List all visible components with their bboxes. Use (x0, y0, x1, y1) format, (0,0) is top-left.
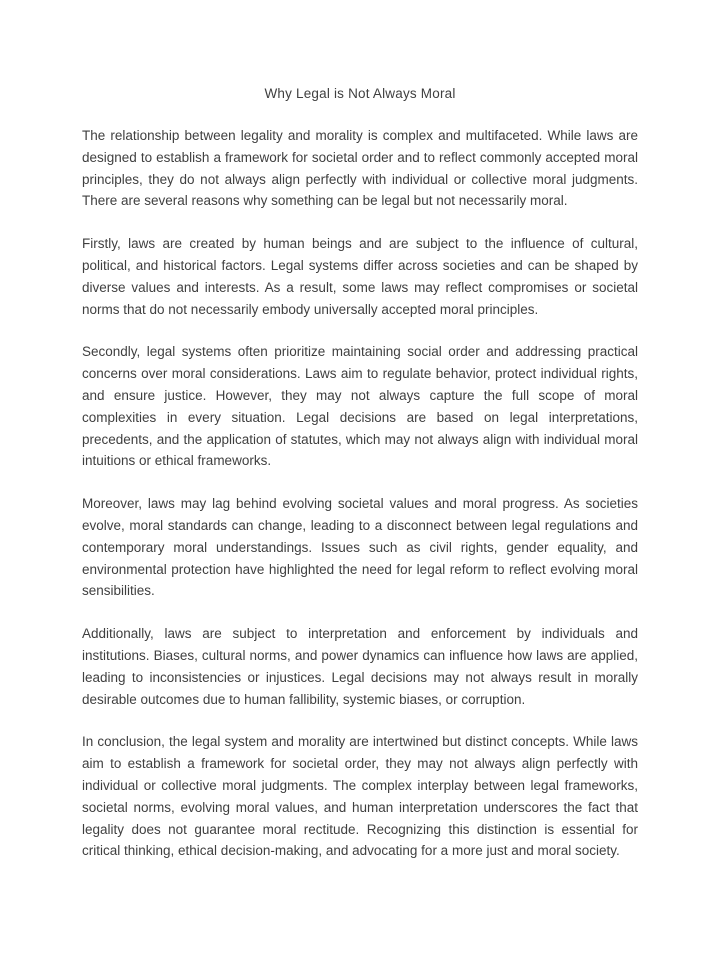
document-content (82, 0, 638, 862)
paragraph-firstly: Firstly, laws are created by human beings and are subject to the influence of cultural, political, and historical factors. Legal systems differ across societies and can be shaped by diverse values and interests. As a result, some laws may reflect compromises or societal norms that do not necessarily embody universally accepted moral principles. (82, 236, 638, 317)
paragraph-moreover: Moreover, laws may lag behind evolving societal values and moral progress. As societies evolve, moral standards can change, leading to a disconnect between legal regulations and contemporary moral understandings. Issues such as civil rights, gender equality, and environmental protection have highlighted the need for legal reform to reflect evolving moral sensibilities. (82, 496, 638, 599)
paragraph-conclusion: In conclusion, the legal system and morality are intertwined but distinct concepts. While laws aim to establish a framework for societal order, they may not always align perfectly with individual or collective moral judgments. The complex interplay between legal frameworks, societal norms, evolving moral values, and human interpretation underscores the fact that legality does not guarantee moral rectitude. Recognizing this distinction is essential for critical thinking, ethical decision-making, and advocating for a more just and moral society. (82, 734, 638, 859)
paragraph-introduction: The relationship between legality and morality is complex and multifaceted. While laws are designed to establish a framework for societal order and to reflect commonly accepted moral principles, they do not always align perfectly with individual or collective moral judgments. There are several reasons why something can be legal but not necessarily moral. (82, 128, 638, 209)
paragraph-secondly: Secondly, legal systems often prioritize maintaining social order and addressing practical concerns over moral considerations. Laws aim to regulate behavior, protect individual rights, and ensure justice. However, they may not always capture the full scope of moral complexities in every situation. Legal decisions are based on legal interpretations, precedents, and the application of statutes, which may not always align with individual moral intuitions or ethical frameworks. (82, 344, 638, 469)
paragraph-additionally: Additionally, laws are subject to interpretation and enforcement by individuals and institutions. Biases, cultural norms, and power dynamics can influence how laws are applied, leading to inconsistencies or injustices. Legal decisions may not always result in morally desirable outcomes due to human fallibility, systemic biases, or corruption. (82, 626, 638, 707)
document-title: Why Legal is Not Always Moral (264, 86, 456, 101)
